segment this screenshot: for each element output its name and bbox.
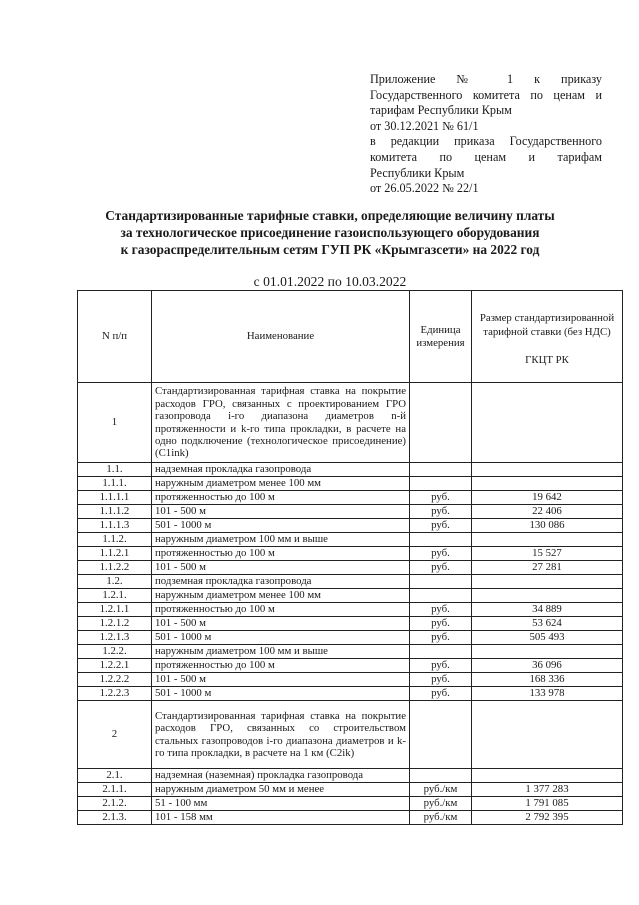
- row-value: [472, 645, 623, 659]
- row-unit: руб.: [410, 491, 472, 505]
- row-number: 1.1.2.2: [78, 561, 152, 575]
- row-unit: [410, 575, 472, 589]
- row-unit: руб./км: [410, 797, 472, 811]
- appendix-line: тарифам Республики Крым: [370, 103, 512, 118]
- row-number: 1.2.1.2: [78, 617, 152, 631]
- row-value: 130 086: [472, 519, 623, 533]
- table-row: [78, 505, 623, 519]
- row-name: протяженностью до 100 м: [152, 491, 410, 505]
- table-row: [78, 783, 623, 797]
- row-name: протяженностью до 100 м: [152, 547, 410, 561]
- row-number: 1.2.2.3: [78, 687, 152, 701]
- row-name: 51 - 100 мм: [152, 797, 410, 811]
- row-value: 2 792 395: [472, 811, 623, 825]
- row-value: 27 281: [472, 561, 623, 575]
- row-name: 101 - 500 м: [152, 561, 410, 575]
- period-label: с 01.01.2022 по 10.03.2022: [253, 274, 407, 289]
- row-name: 101 - 158 мм: [152, 811, 410, 825]
- row-name: надземная (наземная) прокладка газопровода: [152, 769, 410, 783]
- row-value: [472, 533, 623, 547]
- table-row: [78, 811, 623, 825]
- row-unit: руб.: [410, 519, 472, 533]
- table-row: [78, 463, 623, 477]
- row-value: 133 978: [472, 687, 623, 701]
- row-number: 2.1.: [78, 769, 152, 783]
- row-name: наружным диаметром 100 мм и выше: [152, 645, 410, 659]
- tariff-table: [77, 290, 623, 825]
- row-name: протяженностью до 100 м: [152, 659, 410, 673]
- row-value: 1 377 283: [472, 783, 623, 797]
- header-size-label: Размер стандартизированной тарифной ставки (без НДС): [479, 311, 615, 338]
- row-number: 1.1.1.1: [78, 491, 152, 505]
- row-value: [472, 769, 623, 783]
- row-number: 2.1.2.: [78, 797, 152, 811]
- row-value: 168 336: [472, 673, 623, 687]
- row-number: 1.2.1.3: [78, 631, 152, 645]
- row-unit: [410, 701, 472, 769]
- row-number: 1.1.2.: [78, 533, 152, 547]
- row-value: 36 096: [472, 659, 623, 673]
- row-name: наружным диаметром 50 мм и менее: [152, 783, 410, 797]
- appendix-line: комитета по ценам и тарифам: [370, 149, 602, 164]
- title-line: за технологическое присоединение газоиспользующего оборудования: [120, 225, 540, 240]
- row-value: [472, 575, 623, 589]
- appendix-line: Республики Крым: [370, 165, 465, 180]
- row-number: 1.2.2.1: [78, 659, 152, 673]
- table-row: [78, 687, 623, 701]
- row-number: 1.2.2.: [78, 645, 152, 659]
- row-unit: [410, 589, 472, 603]
- header-number: N п/п: [78, 291, 152, 383]
- table-row: [78, 631, 623, 645]
- table-row: [78, 561, 623, 575]
- header-size: [472, 291, 623, 383]
- row-number: 1.1.2.1: [78, 547, 152, 561]
- table-row: [78, 477, 623, 491]
- table-row: [78, 547, 623, 561]
- row-unit: руб.: [410, 687, 472, 701]
- row-name: 501 - 1000 м: [152, 687, 410, 701]
- table-row: [78, 589, 623, 603]
- table-row: [78, 575, 623, 589]
- row-value: [472, 589, 623, 603]
- document-title: [40, 207, 620, 258]
- row-value: [472, 383, 623, 463]
- row-name: 101 - 500 м: [152, 505, 410, 519]
- row-name: подземная прокладка газопровода: [152, 575, 410, 589]
- row-number: 1.1.1.: [78, 477, 152, 491]
- table-row: [78, 491, 623, 505]
- table-row: [78, 519, 623, 533]
- row-unit: [410, 645, 472, 659]
- row-unit: [410, 383, 472, 463]
- row-number: 1.1.: [78, 463, 152, 477]
- header-org: ГКЦТ РК: [525, 353, 569, 366]
- appendix-line: в редакции приказа Государственного: [370, 134, 602, 149]
- table-row: [78, 673, 623, 687]
- row-unit: [410, 477, 472, 491]
- row-name: 101 - 500 м: [152, 617, 410, 631]
- table-row: [78, 769, 623, 783]
- row-name: наружным диаметром менее 100 мм: [152, 589, 410, 603]
- row-name: наружным диаметром 100 мм и выше: [152, 533, 410, 547]
- row-number: 1: [78, 383, 152, 463]
- row-value: 34 889: [472, 603, 623, 617]
- row-value: [472, 477, 623, 491]
- table-row: [78, 701, 623, 769]
- table-row: [78, 383, 623, 463]
- row-unit: руб.: [410, 631, 472, 645]
- row-unit: руб.: [410, 617, 472, 631]
- table-row: [78, 659, 623, 673]
- row-unit: [410, 533, 472, 547]
- row-name: Стандартизированная тарифная ставка на покрытие расходов ГРО, связанных с проектированием ГРО газопровода i-го диапазона диаметров n-й протяженности и k-го типа прокладки, в расчете на одно подключение (технологическое присоединение) (C1ink): [152, 383, 410, 463]
- row-unit: руб.: [410, 673, 472, 687]
- row-unit: [410, 463, 472, 477]
- title-line: к газораспределительным сетям ГУП РК «Крымгазсети» на 2022 год: [120, 242, 540, 257]
- row-unit: руб.: [410, 547, 472, 561]
- row-name: Стандартизированная тарифная ставка на покрытие расходов ГРО, связанных со строительством стальных газопроводов i-го диапазона диаметров и k-го типа прокладки, в расчете на 1 км (C2ik): [152, 701, 410, 769]
- row-number: 2: [78, 701, 152, 769]
- table-row: [78, 533, 623, 547]
- appendix-line: Приложение № 1 к приказу: [370, 72, 602, 86]
- table-row: [78, 797, 623, 811]
- appendix-reference: [370, 72, 602, 197]
- row-value: 505 493: [472, 631, 623, 645]
- row-number: 1.2.2.2: [78, 673, 152, 687]
- row-name: 101 - 500 м: [152, 673, 410, 687]
- row-number: 1.2.: [78, 575, 152, 589]
- row-value: 53 624: [472, 617, 623, 631]
- row-unit: [410, 769, 472, 783]
- row-name: надземная прокладка газопровода: [152, 463, 410, 477]
- title-line: Стандартизированные тарифные ставки, определяющие величину платы: [105, 208, 555, 223]
- table-row: [78, 645, 623, 659]
- row-value: [472, 463, 623, 477]
- appendix-line: Государственного комитета по ценам и: [370, 87, 602, 102]
- row-value: 1 791 085: [472, 797, 623, 811]
- table-row: [78, 603, 623, 617]
- appendix-line: от 30.12.2021 № 61/1: [370, 118, 479, 133]
- row-name: 501 - 1000 м: [152, 631, 410, 645]
- row-unit: руб.: [410, 659, 472, 673]
- table-row: [78, 617, 623, 631]
- row-number: 2.1.1.: [78, 783, 152, 797]
- row-unit: руб.: [410, 603, 472, 617]
- row-value: 15 527: [472, 547, 623, 561]
- row-value: [472, 701, 623, 769]
- row-unit: руб./км: [410, 783, 472, 797]
- row-name: протяженностью до 100 м: [152, 603, 410, 617]
- row-value: 22 406: [472, 505, 623, 519]
- table-header-row: [78, 291, 623, 383]
- appendix-line: от 26.05.2022 № 22/1: [370, 181, 479, 196]
- header-unit: Единица измерения: [410, 291, 472, 383]
- row-number: 2.1.3.: [78, 811, 152, 825]
- row-unit: руб.: [410, 505, 472, 519]
- row-name: 501 - 1000 м: [152, 519, 410, 533]
- row-number: 1.2.1.1: [78, 603, 152, 617]
- row-name: наружным диаметром менее 100 мм: [152, 477, 410, 491]
- header-name: Наименование: [152, 291, 410, 383]
- row-unit: руб./км: [410, 811, 472, 825]
- row-value: 19 642: [472, 491, 623, 505]
- row-number: 1.1.1.2: [78, 505, 152, 519]
- row-number: 1.1.1.3: [78, 519, 152, 533]
- row-unit: руб.: [410, 561, 472, 575]
- row-number: 1.2.1.: [78, 589, 152, 603]
